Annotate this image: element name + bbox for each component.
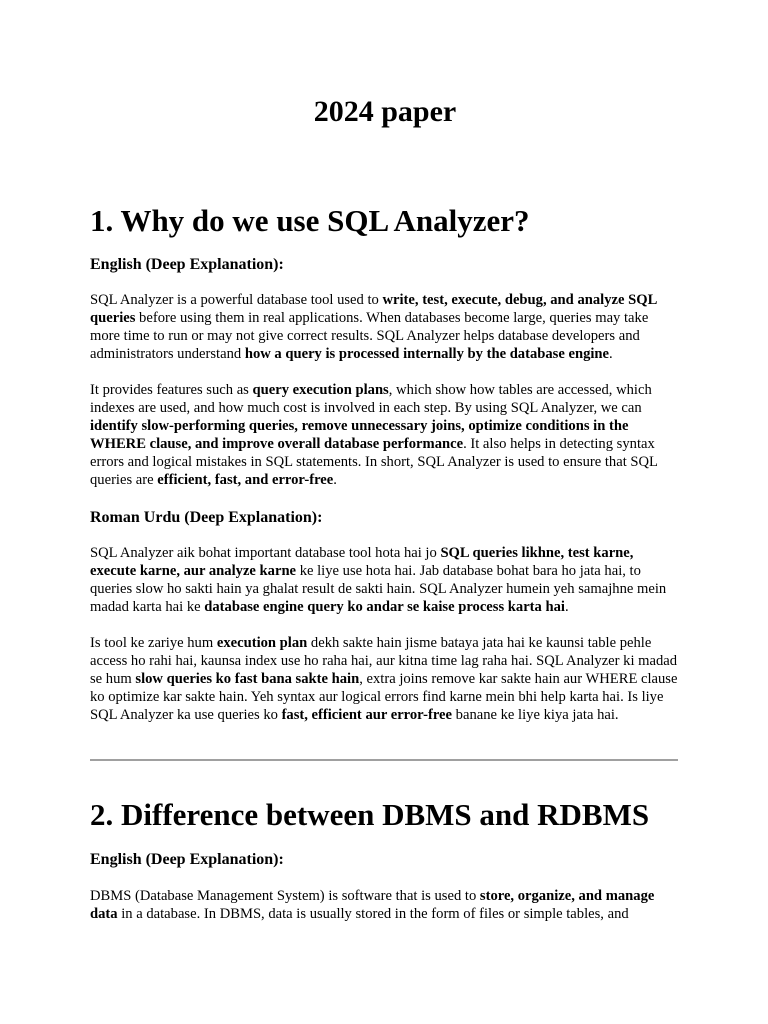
text-run: SQL Analyzer aik bohat important database tool hota hai jo	[90, 545, 441, 561]
q2-english-paragraph-1	[90, 888, 680, 924]
q1-english-paragraph-1	[90, 292, 680, 364]
text-run: ke liye use hota hai. Jab database bohat bara ho jata hai, to queries slow ho sakti hain ya ghalat result de sakti hain. SQL Analyzer humein yeh samajhne mein madad karta hai ke	[90, 562, 667, 615]
bold-text-run: store, organize, and manage data	[90, 888, 655, 922]
text-run: before using them in real applications. When databases become large, queries may take more time to run or may not give correct results. SQL Analyzer helps database developers and administrators understand	[90, 309, 649, 362]
bold-text-run: query execution plans	[252, 382, 389, 398]
text-run: DBMS (Database Management System) is software that is used to	[90, 888, 480, 904]
section-divider	[90, 759, 678, 761]
text-run: .	[609, 345, 613, 362]
bold-text-run: SQL queries likhne, test karne, execute karne, aur analyze karne	[90, 545, 634, 579]
document-title: 2024 paper	[313, 95, 457, 128]
text-run: . It also helps in detecting syntax errors and logical mistakes in SQL statements. In short, SQL Analyzer is used to ensure that SQL queries are	[90, 435, 658, 488]
text-run: dekh sakte hain jisme bataya jata hai ke kaunsi table pehle access ho rahi hai, kaunsa index use ho raha hai, aur kitna time lag raha hai. SQL Analyzer ki madad se hum	[90, 635, 678, 687]
bold-text-run: efficient, fast, and error-free	[157, 471, 334, 488]
bold-text-run: database engine query ko andar se kaise process karta hai	[204, 598, 565, 615]
question-1-heading: 1. Why do we use SQL Analyzer?	[90, 203, 530, 238]
bold-text-run: execution plan	[216, 635, 308, 651]
bold-text-run: write, test, execute, debug, and analyze SQL queries	[90, 292, 657, 326]
text-run: Is tool ke zariye hum	[90, 635, 217, 651]
q1-english-label: English (Deep Explanation):	[90, 256, 284, 273]
q1-roman-urdu-paragraph-2	[90, 635, 680, 725]
q1-english-paragraph-2	[90, 382, 680, 489]
text-run: SQL Analyzer is a powerful database tool used to	[90, 292, 383, 308]
text-run: .	[333, 471, 337, 488]
text-run: banane ke liye kiya jata hai.	[452, 706, 619, 723]
bold-text-run: how a query is processed internally by the database engine	[244, 345, 610, 362]
q1-roman-urdu-paragraph-1	[90, 545, 680, 617]
text-run: It provides features such as	[90, 382, 253, 398]
text-run: , extra joins remove kar sakte hain aur WHERE clause ko optimize kar sakte hain. Yeh syntax aur logical errors find karne mein bhi help karta hai. Is liye SQL Analyzer ka use queries ko	[90, 670, 678, 723]
bold-text-run: slow queries ko fast bana sakte hain	[135, 670, 360, 687]
question-2-heading: 2. Difference between DBMS and RDBMS	[90, 797, 650, 832]
q1-roman-urdu-label: Roman Urdu (Deep Explanation):	[90, 509, 323, 526]
text-run: .	[564, 598, 569, 615]
text-run: , which show how tables are accessed, which indexes are used, and how much cost is involved in each step. By using SQL Analyzer, we can	[90, 382, 652, 416]
q2-english-label: English (Deep Explanation):	[90, 851, 284, 868]
text-run: in a database. In DBMS, data is usually stored in the form of files or simple tables, and	[117, 905, 629, 922]
bold-text-run: identify slow-performing queries, remove unnecessary joins, optimize conditions in the WHERE clause, and improve overall database performance	[90, 417, 629, 452]
bold-text-run: fast, efficient aur error-free	[281, 706, 453, 723]
